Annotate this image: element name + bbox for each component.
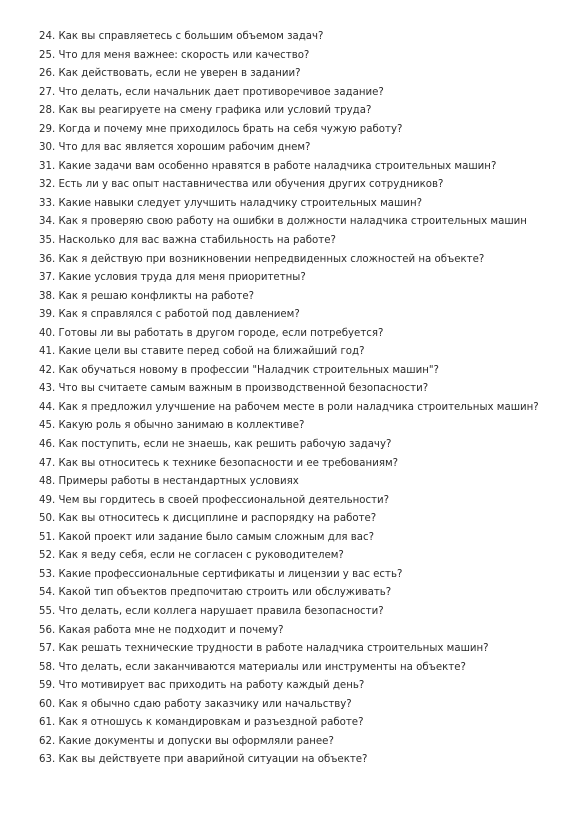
question-item: 33. Какие навыки следует улучшить наладчику строительных машин? <box>39 197 423 209</box>
question-item: 41. Какие цели вы ставите перед собой на ближайший год? <box>39 346 365 358</box>
question-item: 46. Как поступить, если не знаешь, как решить рабочую задачу? <box>39 439 392 451</box>
question-item: 60. Как я обычно сдаю работу заказчику или начальству? <box>39 698 352 710</box>
question-item: 34. Как я проверяю свою работу на ошибки в должности наладчика строительных машин <box>39 216 527 228</box>
question-item: 50. Как вы относитесь к дисциплине и распорядку на работе? <box>39 513 377 525</box>
question-item: 30. Что для вас является хорошим рабочим днем? <box>39 142 311 154</box>
question-item: 25. Что для меня важнее: скорость или качество? <box>39 49 310 61</box>
question-item: 54. Какой тип объектов предпочитаю строить или обслуживать? <box>39 587 392 599</box>
question-item: 38. Как я решаю конфликты на работе? <box>39 290 255 302</box>
question-item: 55. Что делать, если коллега нарушает правила безопасности? <box>39 605 384 617</box>
question-item: 52. Как я веду себя, если не согласен с руководителем? <box>39 550 344 562</box>
question-item: 28. Как вы реагируете на смену графика или условий труда? <box>39 105 372 117</box>
question-item: 59. Что мотивирует вас приходить на работу каждый день? <box>39 680 365 692</box>
question-item: 42. Как обучаться новому в профессии "Наладчик строительных машин"? <box>39 364 439 376</box>
question-item: 29. Когда и почему мне приходилось брать на себя чужую работу? <box>39 123 403 135</box>
question-item: 24. Как вы справляетесь с большим объемом задач? <box>39 31 324 42</box>
question-item: 40. Готовы ли вы работать в другом городе, если потребуется? <box>39 327 384 339</box>
question-list <box>39 28 569 770</box>
question-item: 58. Что делать, если заканчиваются материалы или инструменты на объекте? <box>39 661 466 673</box>
question-item: 36. Как я действую при возникновении непредвиденных сложностей на объекте? <box>39 253 485 265</box>
question-item: 32. Есть ли у вас опыт наставничества или обучения других сотрудников? <box>39 179 444 191</box>
question-item: 31. Какие задачи вам особенно нравятся в работе наладчика строительных машин? <box>39 160 497 172</box>
question-item: 63. Как вы действуете при аварийной ситуации на объекте? <box>39 754 368 766</box>
question-item: 47. Как вы относитесь к технике безопасности и ее требованиям? <box>39 457 399 469</box>
question-item: 49. Чем вы гордитесь в своей профессиональной деятельности? <box>39 494 390 506</box>
question-item: 48. Примеры работы в нестандартных условиях <box>39 476 299 488</box>
question-item: 44. Как я предложил улучшение на рабочем месте в роли наладчика строительных машин? <box>39 401 539 413</box>
question-item: 56. Какая работа мне не подходит и почему? <box>39 624 284 636</box>
question-item: 62. Какие документы и допуски вы оформляли ранее? <box>39 735 334 747</box>
question-item: 61. Как я отношусь к командировкам и разъездной работе? <box>39 717 364 729</box>
question-item: 27. Что делать, если начальник дает противоречивое задание? <box>39 86 384 98</box>
question-item: 57. Как решать технические трудности в работе наладчика строительных машин? <box>39 643 489 655</box>
question-item: 53. Какие профессиональные сертификаты и лицензии у вас есть? <box>39 568 403 580</box>
question-item: 39. Как я справлялся с работой под давлением? <box>39 309 300 321</box>
question-item: 45. Какую роль я обычно занимаю в коллективе? <box>39 420 305 432</box>
question-item: 26. Как действовать, если не уверен в задании? <box>39 68 301 80</box>
question-item: 51. Какой проект или задание было самым сложным для вас? <box>39 531 374 543</box>
question-item: 37. Какие условия труда для меня приоритетны? <box>39 272 306 284</box>
question-item: 35. Насколько для вас важна стабильность на работе? <box>39 235 336 247</box>
question-item: 43. Что вы считаете самым важным в производственной безопасности? <box>39 383 429 395</box>
